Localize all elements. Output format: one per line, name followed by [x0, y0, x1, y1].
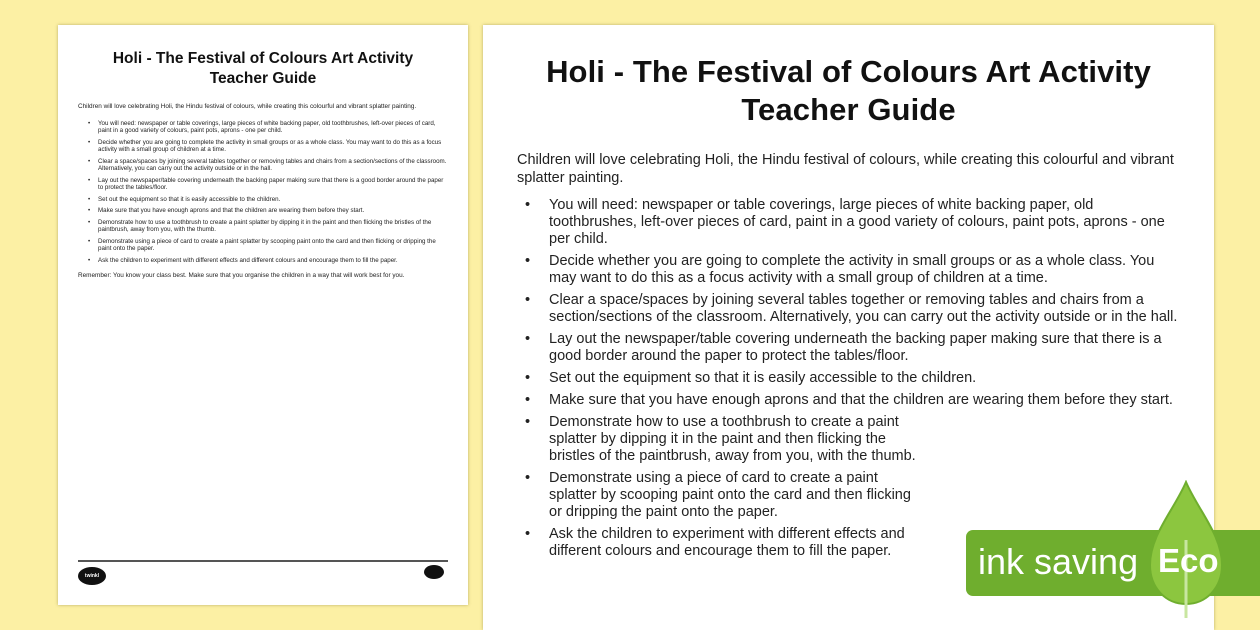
page-thumbnail — [58, 25, 468, 605]
thumb-bullet-list — [98, 120, 448, 265]
list-item: • Demonstrate how to use a toothbrush to create a paint splatter by dipping it in the paint and then flicking the bristles of the paintbrush, away from you, with the thumb. — [98, 219, 448, 234]
list-item: • Make sure that you have enough aprons and that the children are wearing them before they start. — [549, 392, 1180, 409]
list-item: • Decide whether you are going to complete the activity in small groups or as a whole class. You may want to do this as a focus activity with a small group of children at a time. — [549, 253, 1180, 287]
list-item: • Demonstrate using a piece of card to create a paint splatter by scooping paint onto the card and then flicking or dripping the paint onto the paper. — [549, 470, 924, 521]
list-item: • Lay out the newspaper/table covering underneath the backing paper making sure that there is a good border around the paper to protect the tables/floor. — [98, 177, 448, 192]
twinkl-logo: twinkl — [78, 567, 106, 585]
list-item: • Demonstrate using a piece of card to create a paint splatter by scooping paint onto the card and then flicking or dripping the paint onto the paper. — [98, 238, 448, 253]
ink-saving-label: ink saving — [978, 541, 1139, 582]
thumb-intro: Children will love celebrating Holi, the Hindu festival of colours, while creating this colourful and vibrant splatter painting. — [78, 103, 417, 110]
list-item: • Set out the equipment so that it is easily accessible to the children. — [549, 370, 1180, 387]
page-title: Holi - The Festival of Colours Art Activity Teacher Guide — [546, 54, 1151, 127]
thumb-title: Holi - The Festival of Colours Art Activity Teacher Guide — [112, 50, 414, 87]
intro-text: Children will love celebrating Holi, the Hindu festival of colours, while creating this colourful and vibrant splatter painting. — [517, 152, 1174, 186]
list-item: • Set out the equipment so that it is easily accessible to the children. — [98, 196, 448, 204]
footer-divider — [78, 560, 448, 562]
list-item: • Decide whether you are going to complete the activity in small groups or as a whole class. You may want to do this as a focus activity with a small group of children at a time. — [98, 139, 448, 154]
list-item: • You will need: newspaper or table coverings, large pieces of white backing paper, old toothbrushes, left-over pieces of card, paint in a good variety of colours, paint pots, aprons - one per child. — [98, 120, 448, 135]
list-item: • Ask the children to experiment with different effects and different colours and encourage them to fill the paper. — [549, 526, 924, 560]
twinkl-mascot-icon — [424, 565, 444, 579]
list-item: • You will need: newspaper or table coverings, large pieces of white backing paper, old toothbrushes, left-over pieces of card, paint in a good variety of colours, paint pots, aprons - one per child. — [549, 197, 1180, 248]
list-item: • Demonstrate how to use a toothbrush to create a paint splatter by dipping it in the paint and then flicking the bristles of the paintbrush, away from you, with the thumb. — [549, 414, 924, 465]
eco-label: Eco — [1158, 542, 1219, 579]
list-item: • Clear a space/spaces by joining several tables together or removing tables and chairs from a section/sections of the classroom. Alternatively, you can carry out the activity outside or in the hall. — [98, 158, 448, 173]
list-item: • Clear a space/spaces by joining several tables together or removing tables and chairs from a section/sections of the classroom. Alternatively, you can carry out the activity outside or in the hall. — [549, 292, 1180, 326]
bullet-list — [549, 197, 1180, 560]
list-item: • Ask the children to experiment with different effects and different colours and encourage them to fill the paper. — [98, 257, 448, 265]
thumb-remember: Remember: You know your class best. Make sure that you organise the children in a way that will work best for you. — [78, 272, 405, 279]
list-item: • Lay out the newspaper/table covering underneath the backing paper making sure that there is a good border around the paper to protect the tables/floor. — [549, 331, 1180, 365]
list-item: • Make sure that you have enough aprons and that the children are wearing them before they start. — [98, 207, 448, 215]
